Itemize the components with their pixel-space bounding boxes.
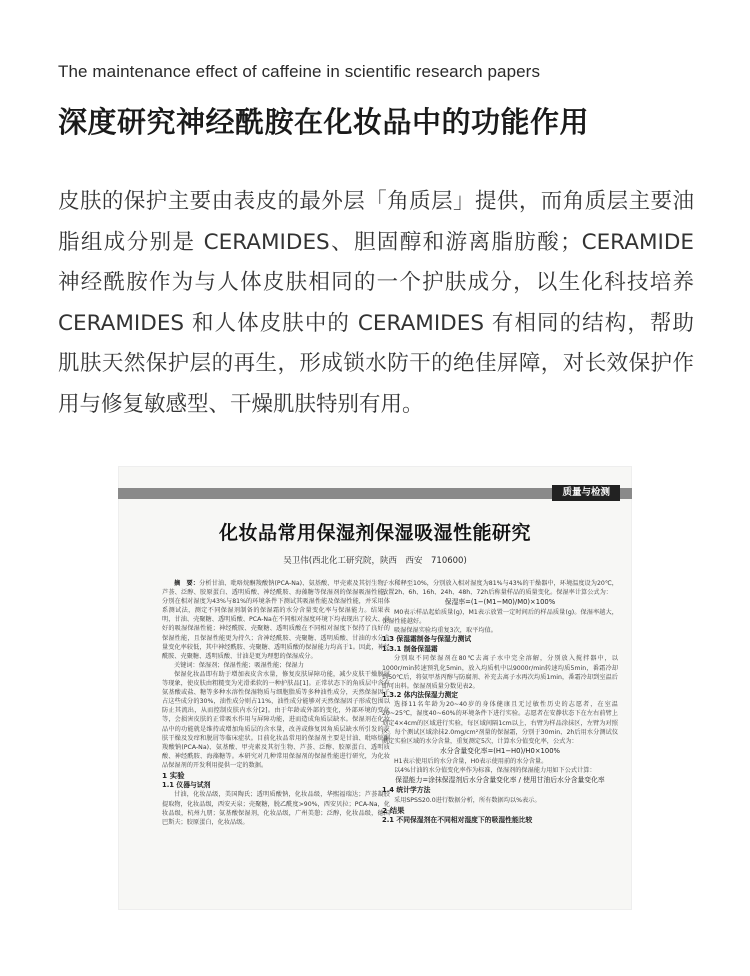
research-paper-scan: [118, 466, 632, 910]
paper-right-column: [382, 579, 618, 910]
paper-paragraph: 分别取不同保湿剂在80℃去离子水中完全溶解，分别放入搅拌器中，以1000r/min转速预乳化5min，放入均质机中以9000r/min转速均质5min，番霜冷却到50℃后，将氨甲基丙醇与防腐剂、补充去离子水再次均质1min，番霜冷却到室温后即可出料。保湿剂质量分数见表2。: [382, 655, 618, 690]
section-heading: 2 结果: [382, 805, 405, 815]
abstract-label: 摘 要：: [174, 580, 200, 587]
paper-materials: 甘油，化妆品级，美国陶氏；透明质酸钠，化妆品级，华熙福瑞达；芦荟凝胶提取物，化妆品级，西安天泉；壳聚糖，脱乙酰度>90%，西安贝拉；PCA-Na，化妆品级，杭州九朋；氨基酸保湿剂，化妆品级，广州美憩；泛醇，化妆品级，德国巴斯夫；胶原蛋白，化妆品级。: [162, 791, 390, 826]
paper-paragraph: 采用SPSS20.0进行数据分析，所有数据均以%表示。: [394, 796, 541, 804]
section-heading: 1 实验: [162, 770, 185, 780]
subsection-heading: 1.4 统计学方法: [382, 786, 431, 794]
article-subtitle-en: The maintenance effect of caffeine in scientific research papers: [58, 62, 541, 81]
article-headline: 深度研究神经酰胺在化妆品中的功能作用: [58, 105, 590, 139]
paper-paragraph: 以4%甘油的水分值变化率作为标准，保湿剂的保湿能力用如下公式计算：: [394, 766, 596, 774]
subsection-heading: 1.3 保湿霜制备与保湿力测试: [382, 635, 472, 644]
paper-section-tag: 质量与检测: [552, 485, 620, 501]
paper-paragraph: 吸湿保湿实验均重复3次，取平均值。: [394, 627, 497, 635]
article-body-paragraph: 皮肤的保护主要由表皮的最外层「角质层」提供，而角质层主要油脂组成分别是 CERAMIDES、胆固醇和游离脂肪酸；CERAMIDE 神经酰胺作为与人体皮肤相同的一个护肤成分，以生化科技培养 CERAMIDES 和人体皮肤中的 CERAMIDES 有相同的结构，帮助肌肤天然保护层的再生，形成锁水防干的绝佳屏障，对长效保护作用与修复敏感型、干燥肌肤特别有用。: [58, 189, 694, 417]
paper-paragraph: M0表示样品起始质量(g)，M1表示放置一定时间后的样品质量(g)。保湿率越大，保湿性能越好。: [382, 609, 618, 626]
paper-paragraph: 子水稀释至10%，分别放入相对湿度为81%与43%的干燥器中，环境温度设为20℃，放置2h、6h、16h、24h、48h、72h后称量样品的质量变化。保湿率计算公式为：: [382, 580, 618, 597]
paper-left-column: [162, 579, 390, 910]
subsection-heading: 1.1 仪器与试剂: [162, 780, 211, 789]
formula-moisture-change: 水分含量变化率=(H1−H0)/H0×100%: [440, 746, 560, 755]
paper-paragraph: 选择11名年龄为20~40岁的身体健康且无过敏性历史的志愿者，在室温20~25℃，湿度40~60%的环境条件下进行实验。志愿者在安静状态下在左右前臂上划定4×4cm的区域进行实验，每区域间隔1cm以上，右臂为样品涂抹区，左臂为对照区。每个测试区域涂抹2.0mg/cm²剂量的保湿霜，分别于30min、2h后用水分测试仪测定实验区域的水分含量，重复测定5次，计算水分值变化率，公式为：: [382, 701, 618, 745]
subsection-heading: 2.1 不同保湿剂在不同相对湿度下的吸湿性能比较: [382, 815, 533, 824]
paper-title: 化妆品常用保湿剂保湿吸湿性能研究: [218, 522, 531, 544]
subsection-heading: 1.3.2 体内法保湿力测定: [382, 690, 459, 699]
paper-paragraph: H1表示使用后的水分含量，H0表示使用前的水分含量。: [394, 757, 548, 765]
paper-keywords: 关键词：保湿剂；保湿性能；吸湿性能；保湿力: [174, 661, 304, 669]
formula-moisturizing-ability: 保湿能力=涂抹保湿剂后水分含量变化率 / 使用甘油后水分含量变化率: [395, 776, 605, 784]
formula-retention-rate: 保湿率=(1−(M1−M0)/M0)×100%: [444, 598, 556, 607]
abstract-text: 分析甘油、吡咯烷酮羧酸钠(PCA-Na)、氨基酸、甲壳素及其衍生物、芦荟、泛醇、胶原蛋白、透明质酸、神经酰胺、海藻糖等保湿剂的保湿吸湿性能，分别在相对湿度为43%与81%的环境条件下测试其吸湿性能及保湿性能，并采用体系测试法，测定不同保湿剂制备的保湿霜的水分含量变化率与保湿能力。结果表明，甘油、壳聚糖、透明质酸、PCA-Na在不同相对湿度环境下均表现出了较大、良好的吸湿保湿性能；神经酰胺、壳聚糖、透明质酸在不同相对湿度下保持了良好的保湿性能，且保湿性能更为持久；含神经酰胺、壳聚糖、透明质酸、甘油的水分含量变化率较低，其中神经酰胺、壳聚糖、透明质酸的保湿能力均高于1。因此，神经酰胺、壳聚糖、透明质酸、甘油是更为理想的保湿成分。: [162, 580, 390, 660]
paper-abstract: [162, 579, 390, 661]
paper-intro: 保湿化妆品即有助于增加表皮含水量，修复皮肤屏障功能，减少皮肤干燥脱屑等现象，使皮肤由粗糙变为光滑柔软的一种护肤品[1]。正常状态下的角质层中含有氨基酸或盐、糖等多种水溶性保湿物质与细胞脂质等多种油性成分，天然保湿因子占这些成分的30%，油性成分则占11%，油性成分能够对天然保湿因子形成包围以防止其流出，从而控制皮肤内水分[2]。由于年龄或外部的变化，外部环境的变化等，会损害皮肤的正常吸水作用与屏障功能，进而造成角质层缺水。保湿剂在化妆品中的功能就是维持或增加角质层的含水量，改善或修复因角质层缺水所引发的皮肤干燥及发痒和脱屑等临床症状。目前化妆品常用的保湿剂主要是甘油、吡咯烷酮羧酸钠(PCA-Na)、氨基酸、甲壳素及其衍生物、芦荟、泛醇、胶原蛋白、透明质酸、神经酰胺、海藻糖等。本研究对几种常用保湿剂的保湿性能进行研究，为化妆品保湿剂的开发利用提供一定的数据。: [162, 670, 390, 769]
paper-author-line: 吴卫伟(西北化工研究院，陕西 西安 710600): [283, 556, 467, 566]
subsection-heading: 1.3.1 制备保湿霜: [382, 644, 438, 653]
